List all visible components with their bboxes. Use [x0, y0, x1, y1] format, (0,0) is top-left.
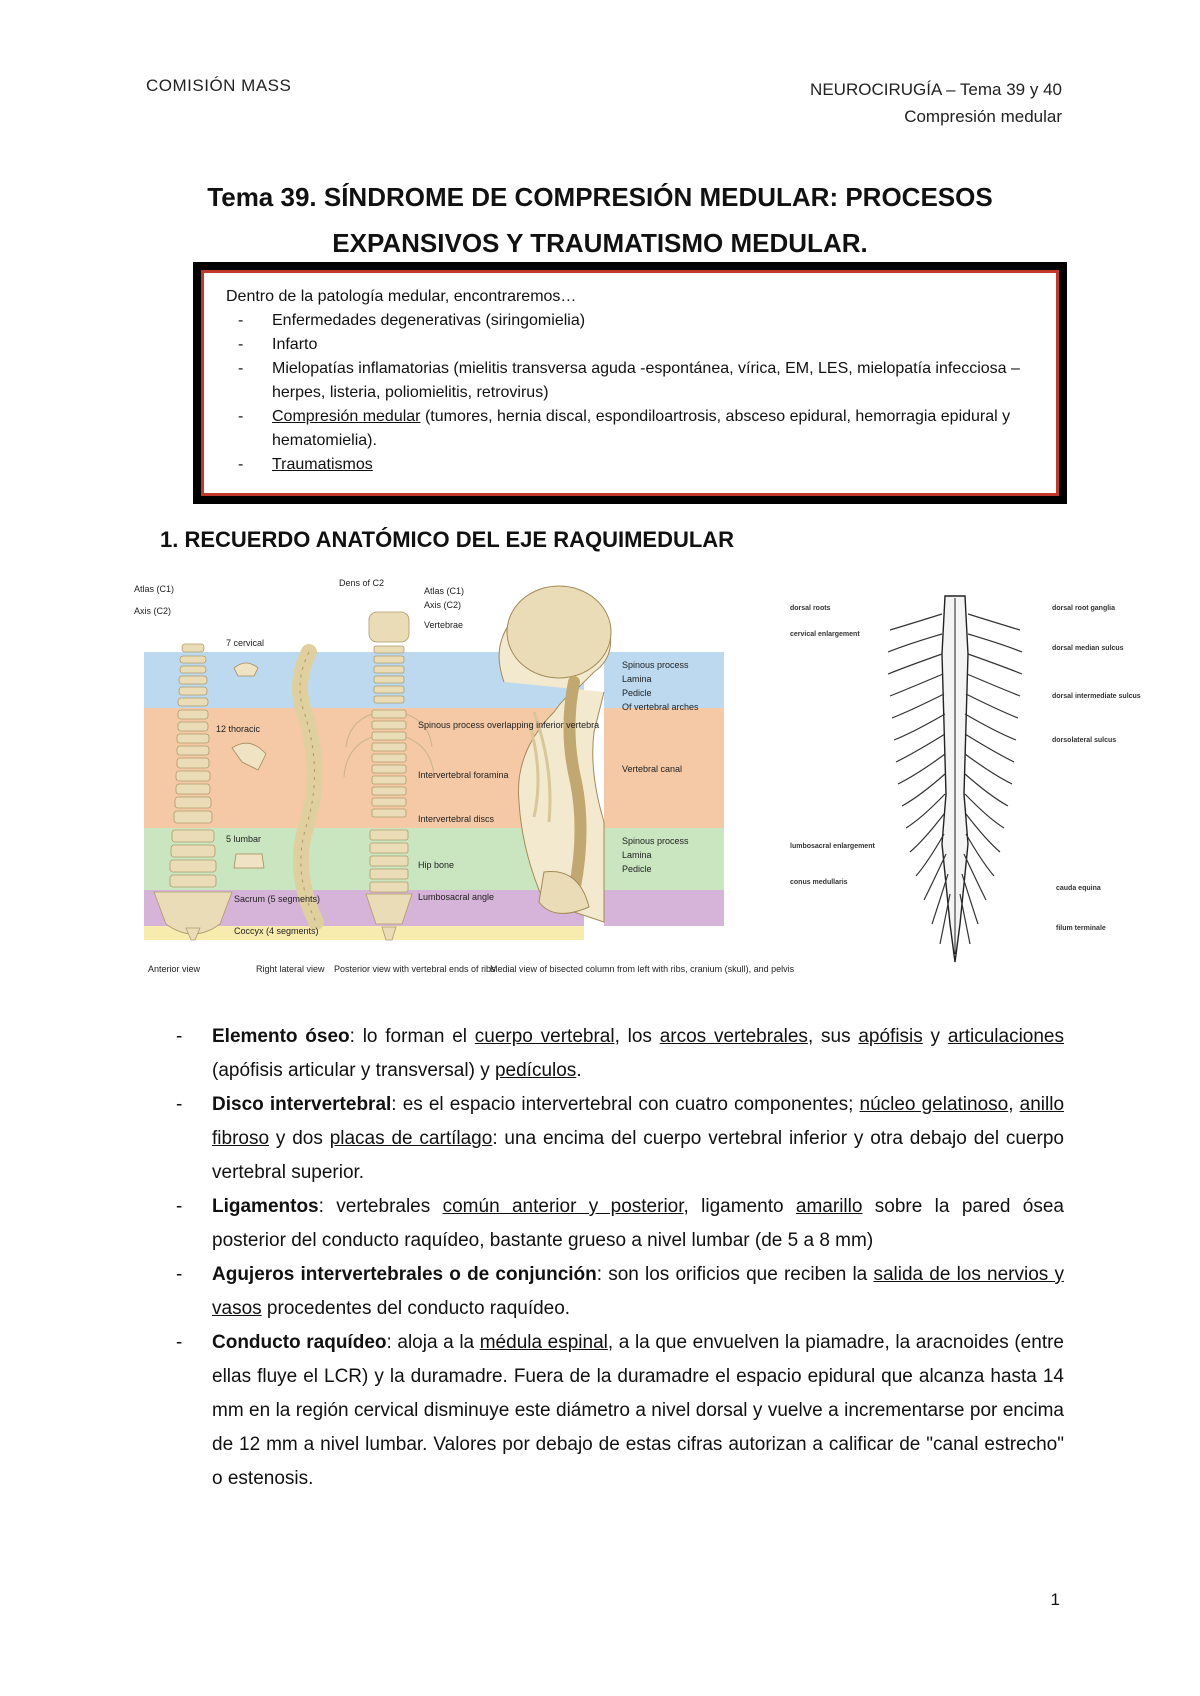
label-lumbosacral: Lumbosacral angle	[418, 892, 495, 902]
label-pedicle-2: Pedicle	[622, 864, 652, 874]
underlined: salida de los nervios y vasos	[212, 1264, 1064, 1319]
label-dorsal-roots: dorsal roots	[790, 605, 831, 612]
text: , los	[614, 1026, 660, 1047]
label-spinous: Spinous process	[622, 660, 689, 670]
underlined: cuerpo vertebral	[474, 1026, 615, 1047]
label-spinous-2: Spinous process	[622, 836, 689, 846]
underlined: amarillo	[795, 1196, 863, 1217]
summary-content	[226, 285, 1032, 477]
list-item	[176, 1258, 1064, 1326]
text: (apófisis articular y transversal) y	[212, 1060, 495, 1081]
label-drg: dorsal root ganglia	[1052, 605, 1116, 612]
caption-d: Medial view of bisected column from left with ribs, cranium (skull), and pelvis	[490, 964, 795, 974]
summary-item: - Mielopatías inflamatorias (mielitis transversa aguda -espontánea, vírica, EM, LES, mielopatía infecciosa –herpes, listeria, poliomielitis, retrovirus)	[226, 357, 1032, 405]
label-cauda: cauda equina	[1056, 885, 1101, 892]
underlined: médula espinal	[479, 1332, 608, 1353]
label-atlas: Atlas (C1)	[424, 586, 465, 596]
summary-item: - Infarto	[226, 333, 1032, 357]
term: Disco intervertebral	[212, 1094, 392, 1115]
underlined: arcos vertebrales	[659, 1026, 808, 1047]
label-sacrum: Sacrum (5 segments)	[234, 894, 321, 904]
underlined: pedículos	[494, 1060, 577, 1081]
summary-list	[226, 309, 1032, 477]
label-hip-bone: Hip bone	[418, 860, 455, 870]
anatomy-list	[176, 1020, 1064, 1496]
label-lumbosacral-enlargement: lumbosacral enlargement	[790, 843, 875, 850]
underlined: núcleo gelatinoso	[859, 1094, 1009, 1115]
term: Agujeros intervertebrales o de conjunción	[212, 1264, 597, 1285]
vertebral-column-figure	[134, 572, 795, 992]
term: Ligamentos	[212, 1196, 319, 1217]
page-number: 1	[1050, 1590, 1060, 1609]
label-axis-left: Axis (C2)	[134, 606, 172, 616]
label-lumbar: 5 lumbar	[226, 834, 262, 844]
list-item	[176, 1190, 1064, 1258]
header-right-line2: Compresión medular	[904, 107, 1062, 126]
text: : aloja a la	[386, 1332, 480, 1353]
text: , a la que envuelven la piamadre, la aracnoides (entre ellas fluye el LCR) y la duramadre. Fuera de la duramadre el espacio epidural que alcanza hasta 14 mm en la región cervical disminuye este diámetro a nivel dorsal y vuelve a incrementarse por encima de 12 mm a nivel lumbar. Valores por debajo de estas cifras autorizan a calificar de "canal estrecho" o estenosis.	[212, 1332, 1064, 1489]
label-cervical-enlargement: cervical enlargement	[790, 631, 860, 638]
text: : vertebrales	[318, 1196, 443, 1217]
text: : es el espacio intervertebral con cuatro componentes;	[391, 1094, 860, 1115]
section-title: 1. RECUERDO ANATÓMICO DEL EJE RAQUIMEDULAR	[160, 527, 735, 552]
text: , sus	[807, 1026, 859, 1047]
summary-item-underlined: Compresión medular	[272, 408, 421, 425]
label-of-arches: Of vertebral arches	[622, 702, 699, 712]
label-dms: dorsal median sulcus	[1052, 645, 1124, 652]
label-coccyx: Coccyx (4 segments)	[234, 926, 319, 936]
summary-intro: Dentro de la patología medular, encontraremos…	[226, 288, 577, 305]
header-right	[810, 76, 1062, 130]
header-right-line1: NEUROCIRUGÍA – Tema 39 y 40	[810, 80, 1062, 99]
label-iv-foramina: Intervertebral foramina	[418, 770, 509, 780]
list-item	[176, 1020, 1064, 1088]
summary-box	[193, 262, 1067, 504]
label-pedicle: Pedicle	[622, 688, 652, 698]
list-item	[176, 1326, 1064, 1496]
caption-c: Posterior view with vertebral ends of ribs	[334, 964, 496, 974]
text: sobre la pared ósea posterior del conducto raquídeo, bastante grueso a nivel lumbar (de 5 a 8 mm)	[212, 1196, 1064, 1251]
spinal-cord-figure	[790, 594, 1141, 966]
label-vertebrae: Vertebrae	[424, 620, 464, 630]
text: : una encima del cuerpo vertebral inferior y otra debajo del cuerpo vertebral superior.	[212, 1128, 1064, 1183]
summary-item-rest: (tumores, hernia discal, espondiloartrosis, absceso epidural, hemorragia epidural y hematomielia).	[272, 408, 1011, 449]
summary-item: - Enfermedades degenerativas (siringomielia)	[226, 309, 1032, 333]
underlined: placas de cartílago	[329, 1128, 493, 1149]
term: Elemento óseo	[212, 1026, 350, 1047]
summary-item	[226, 405, 1032, 453]
summary-item-underlined: Traumatismos	[272, 456, 373, 473]
label-dis: dorsal intermediate sulcus	[1052, 693, 1141, 700]
label-lamina-2: Lamina	[622, 850, 652, 860]
header-left: COMISIÓN MASS	[146, 76, 292, 95]
label-thoracic: 12 thoracic	[216, 724, 261, 734]
label-spinous-overlap: Spinous process overlapping inferior vertebra	[418, 720, 600, 730]
underlined: anillo fibroso	[212, 1094, 1065, 1149]
page-title	[140, 174, 1060, 266]
caption-b: Right lateral view	[256, 964, 325, 974]
summary-item	[226, 453, 1032, 477]
list-item	[176, 1088, 1064, 1190]
label-dls: dorsolateral sulcus	[1052, 737, 1117, 744]
underlined: común anterior y posterior	[442, 1196, 684, 1217]
underlined: articulaciones	[947, 1026, 1064, 1047]
summary-box-inner	[201, 270, 1059, 496]
title-line2: EXPANSIVOS Y TRAUMATISMO MEDULAR.	[332, 228, 868, 258]
label-axis: Axis (C2)	[424, 600, 462, 610]
caption-a: Anterior view	[148, 964, 201, 974]
term: Conducto raquídeo	[212, 1332, 387, 1353]
text: y	[922, 1026, 948, 1047]
underlined: apófisis	[858, 1026, 923, 1047]
label-lamina: Lamina	[622, 674, 652, 684]
text: , ligamento	[683, 1196, 796, 1217]
text: y dos	[269, 1128, 330, 1149]
text: : lo forman el	[349, 1026, 475, 1047]
label-filum: filum terminale	[1056, 925, 1106, 932]
label-atlas-left: Atlas (C1)	[134, 584, 175, 594]
label-vertebral-canal: Vertebral canal	[622, 764, 683, 774]
text: ,	[1008, 1094, 1020, 1115]
label-conus: conus medullaris	[790, 879, 848, 886]
label-iv-discs: Intervertebral discs	[418, 814, 495, 824]
label-dens: Dens of C2	[339, 578, 385, 588]
title-line1: Tema 39. SÍNDROME DE COMPRESIÓN MEDULAR: PROCESOS	[207, 182, 993, 212]
text: : son los orificios que reciben la	[596, 1264, 874, 1285]
text: procedentes del conducto raquídeo.	[261, 1298, 571, 1319]
text: .	[576, 1060, 582, 1081]
label-cervical: 7 cervical	[226, 638, 265, 648]
